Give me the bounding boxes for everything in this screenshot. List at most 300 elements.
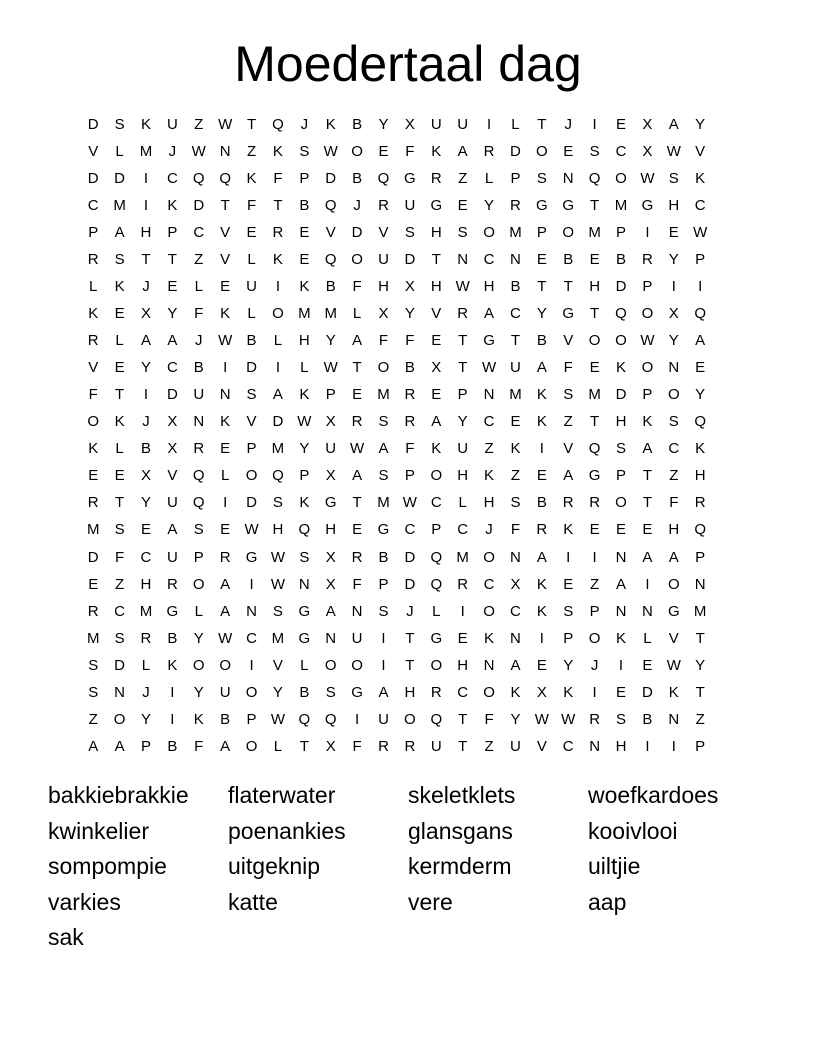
grid-letter: A	[668, 548, 679, 566]
grid-letter: P	[431, 521, 442, 539]
grid-letter: T	[115, 494, 125, 512]
word-list-item: kwinkelier	[48, 817, 149, 844]
grid-letter: C	[615, 143, 627, 161]
grid-letter: B	[299, 683, 310, 701]
grid-letter: W	[481, 359, 497, 377]
grid-letter: Q	[694, 305, 707, 323]
grid-row	[80, 544, 740, 571]
grid-letter: A	[616, 575, 627, 593]
grid-letter: K	[114, 278, 125, 296]
grid-letter: F	[115, 548, 125, 566]
page-title: Moedertaal dag	[234, 36, 582, 92]
grid-letter: K	[193, 710, 204, 728]
grid-letter: K	[140, 116, 151, 134]
grid-letter: P	[616, 224, 627, 242]
grid-letter: A	[695, 332, 706, 350]
grid-letter: W	[270, 710, 286, 728]
grid-letter: J	[353, 197, 361, 215]
grid-letter: R	[483, 143, 495, 161]
grid-letter: Q	[219, 170, 231, 188]
grid-letter: A	[457, 143, 468, 161]
grid-letter: M	[588, 224, 601, 242]
grid-letter: E	[616, 683, 627, 701]
grid-letter: A	[220, 575, 231, 593]
grid-letter: F	[194, 737, 204, 755]
grid-letter: R	[87, 332, 99, 350]
grid-letter: Z	[484, 737, 494, 755]
grid-letter: C	[430, 494, 442, 512]
grid-letter: U	[510, 737, 521, 755]
grid-letter: E	[352, 521, 363, 539]
grid-row	[80, 354, 740, 381]
grid-letter: G	[588, 467, 601, 485]
grid-letter: Y	[325, 332, 336, 350]
grid-letter: L	[511, 116, 520, 134]
grid-letter: D	[87, 170, 99, 188]
grid-letter: L	[89, 278, 98, 296]
grid-letter: S	[536, 170, 547, 188]
grid-letter: R	[694, 494, 706, 512]
grid-letter: T	[590, 413, 600, 431]
grid-letter: Z	[194, 251, 204, 269]
grid-letter: K	[246, 170, 257, 188]
grid-letter: O	[377, 359, 390, 377]
grid-letter: Q	[298, 710, 311, 728]
grid-letter: Y	[457, 413, 468, 431]
grid-letter: P	[695, 251, 706, 269]
grid-letter: N	[457, 251, 469, 269]
grid-letter: Z	[246, 143, 257, 161]
grid-letter: N	[641, 602, 653, 620]
grid-letter: J	[590, 656, 599, 674]
grid-letter: H	[589, 278, 601, 296]
grid-letter: Q	[298, 521, 311, 539]
grid-letter: Y	[695, 656, 706, 674]
grid-letter: C	[114, 602, 125, 620]
grid-letter: N	[562, 170, 574, 188]
grid-letter: I	[592, 116, 597, 134]
grid-letter: Z	[563, 413, 573, 431]
grid-letter: Y	[299, 440, 310, 458]
grid-letter: T	[405, 629, 415, 647]
grid-letter: L	[247, 251, 256, 269]
grid-letter: M	[509, 224, 522, 242]
grid-letter: T	[537, 278, 547, 296]
grid-letter: R	[589, 710, 601, 728]
grid-letter: V	[378, 224, 389, 242]
grid-letter: Q	[430, 548, 443, 566]
grid-letter: A	[220, 602, 231, 620]
grid-letter: K	[299, 278, 310, 296]
grid-letter: T	[590, 197, 600, 215]
grid-letter: S	[589, 143, 600, 161]
grid-letter: W	[218, 116, 233, 134]
grid-letter: K	[695, 440, 706, 458]
grid-letter: B	[404, 359, 415, 377]
grid-letter: E	[616, 521, 627, 539]
grid-letter: A	[167, 521, 178, 539]
grid-letter: Q	[192, 494, 205, 512]
grid-letter: V	[431, 305, 442, 323]
grid-letter: S	[114, 629, 125, 647]
grid-letter: D	[114, 170, 125, 188]
grid-letter: H	[378, 278, 389, 296]
grid-row	[80, 679, 740, 706]
grid-letter: B	[510, 278, 521, 296]
grid-letter: P	[246, 440, 257, 458]
grid-row	[80, 733, 740, 760]
grid-letter: J	[142, 683, 150, 701]
grid-letter: P	[695, 548, 706, 566]
grid-letter: O	[536, 143, 548, 161]
grid-letter: Y	[668, 251, 679, 269]
grid-letter: L	[273, 737, 283, 755]
grid-letter: J	[195, 332, 203, 350]
grid-letter: Q	[377, 170, 390, 188]
grid-letter: S	[563, 386, 574, 404]
grid-letter: G	[324, 494, 337, 512]
grid-letter: H	[668, 521, 680, 539]
grid-letter: I	[645, 575, 650, 593]
grid-letter: I	[223, 359, 228, 377]
grid-letter: P	[299, 467, 310, 485]
grid-letter: E	[220, 521, 231, 539]
grid-letter: B	[642, 710, 653, 728]
grid-letter: R	[404, 386, 416, 404]
grid-letter: A	[352, 332, 363, 350]
grid-letter: N	[193, 413, 205, 431]
grid-letter: D	[615, 386, 627, 404]
grid-letter: C	[457, 521, 469, 539]
grid-letter: T	[695, 629, 705, 647]
grid-row	[80, 462, 740, 489]
grid-letter: S	[299, 143, 310, 161]
grid-letter: P	[695, 737, 706, 755]
grid-letter: I	[223, 494, 228, 512]
grid-letter: P	[325, 386, 336, 404]
grid-letter: M	[86, 521, 100, 539]
grid-letter: U	[510, 359, 521, 377]
grid-letter: F	[352, 575, 362, 593]
grid-letter: B	[563, 251, 574, 269]
word-list-item: bakkiebrakkie	[48, 782, 189, 808]
grid-letter: V	[563, 332, 574, 350]
grid-letter: O	[483, 602, 495, 620]
grid-letter: R	[378, 737, 389, 755]
grid-letter: K	[167, 656, 178, 674]
grid-letter: E	[589, 521, 600, 539]
grid-letter: E	[616, 116, 627, 134]
grid-letter: W	[561, 710, 576, 728]
grid-letter: P	[193, 548, 204, 566]
grid-letter: A	[484, 305, 495, 323]
grid-letter: F	[352, 278, 362, 296]
grid-letter: N	[325, 629, 337, 647]
grid-letter: O	[245, 683, 258, 701]
grid-letter: V	[246, 413, 257, 431]
grid-letter: M	[377, 386, 390, 404]
grid-letter: C	[483, 575, 495, 593]
grid-letter: P	[536, 224, 547, 242]
grid-letter: K	[431, 143, 442, 161]
grid-letter: Y	[272, 683, 283, 701]
grid-letter: I	[592, 548, 597, 566]
grid-letter: U	[457, 440, 469, 458]
grid-letter: D	[404, 575, 416, 593]
grid-letter: P	[167, 224, 178, 242]
grid-letter: R	[562, 494, 574, 512]
grid-letter: T	[115, 386, 125, 404]
grid-letter: A	[510, 656, 521, 674]
grid-letter: I	[381, 629, 386, 647]
grid-letter: U	[246, 278, 257, 296]
grid-letter: B	[140, 440, 151, 458]
grid-letter: P	[616, 467, 627, 485]
grid-letter: K	[563, 683, 574, 701]
grid-letter: C	[483, 413, 495, 431]
grid-letter: A	[140, 332, 151, 350]
grid-letter: D	[114, 656, 125, 674]
grid-letter: K	[88, 440, 99, 458]
grid-letter: R	[378, 197, 389, 215]
grid-letter: O	[351, 251, 363, 269]
grid-letter: Z	[458, 170, 468, 188]
grid-letter: X	[140, 305, 151, 323]
grid-letter: V	[220, 251, 231, 269]
grid-letter: B	[536, 494, 547, 512]
grid-letter: S	[378, 413, 389, 431]
grid-letter: G	[562, 197, 575, 215]
grid-letter: Y	[510, 710, 521, 728]
grid-letter: W	[218, 629, 233, 647]
grid-letter: C	[246, 629, 257, 647]
grid-letter: S	[272, 494, 283, 512]
grid-letter: G	[562, 305, 575, 323]
grid-letter: L	[115, 440, 124, 458]
grid-letter: I	[143, 170, 149, 188]
grid-letter: U	[219, 683, 231, 701]
grid-letter: K	[299, 494, 310, 512]
grid-letter: O	[351, 656, 363, 674]
grid-letter: W	[666, 143, 681, 161]
word-list-item: katte	[228, 888, 278, 915]
grid-letter: U	[404, 197, 416, 215]
grid-letter: O	[272, 305, 284, 323]
grid-letter: I	[355, 710, 360, 728]
grid-letter: Y	[695, 386, 706, 404]
word-list-item: vere	[408, 888, 453, 915]
grid-letter: F	[405, 143, 415, 161]
grid-letter: K	[272, 143, 283, 161]
grid-letter: E	[589, 359, 600, 377]
grid-letter: S	[325, 683, 336, 701]
grid-letter: X	[404, 278, 415, 296]
grid-letter: O	[245, 737, 258, 755]
grid-letter: K	[536, 575, 547, 593]
grid-letter: B	[167, 737, 178, 755]
grid-letter: T	[299, 737, 309, 755]
grid-letter: J	[406, 602, 414, 620]
grid-letter: V	[88, 359, 99, 377]
grid-letter: J	[300, 116, 309, 134]
grid-letter: O	[351, 143, 363, 161]
grid-letter: P	[457, 386, 468, 404]
grid-letter: M	[693, 602, 707, 620]
grid-letter: C	[140, 548, 152, 566]
grid-letter: K	[510, 440, 521, 458]
grid-letter: K	[220, 413, 231, 431]
grid-letter: E	[457, 197, 468, 215]
grid-letter: E	[536, 656, 547, 674]
grid-letter: A	[563, 467, 574, 485]
grid-letter: O	[324, 656, 337, 674]
grid-letter: B	[378, 548, 389, 566]
grid-letter: W	[640, 170, 655, 188]
grid-letter: B	[167, 629, 178, 647]
grid-letter: T	[642, 467, 652, 485]
word-list-item: varkies	[48, 888, 121, 915]
grid-letter: D	[272, 413, 284, 431]
grid-letter: X	[325, 737, 336, 755]
word-list-item: sak	[48, 924, 84, 951]
grid-letter: S	[272, 602, 283, 620]
grid-letter: O	[483, 683, 495, 701]
grid-letter: I	[381, 656, 386, 674]
grid-letter: E	[114, 467, 125, 485]
grid-letter: U	[166, 116, 178, 134]
grid-letter: A	[325, 602, 336, 620]
grid-letter: P	[563, 629, 574, 647]
grid-letter: I	[645, 737, 650, 755]
grid-letter: D	[404, 251, 416, 269]
grid-letter: L	[484, 170, 494, 188]
grid-letter: L	[458, 494, 467, 512]
grid-letter: A	[642, 440, 653, 458]
grid-letter: I	[592, 683, 597, 701]
grid-row	[80, 192, 740, 219]
grid-letter: G	[667, 602, 680, 620]
grid-letter: G	[298, 602, 311, 620]
grid-letter: Z	[695, 710, 705, 728]
grid-letter: L	[352, 305, 362, 323]
grid-letter: X	[431, 359, 442, 377]
grid-letter: H	[483, 278, 495, 296]
grid-letter: I	[460, 602, 465, 620]
grid-letter: G	[430, 197, 443, 215]
grid-letter: E	[299, 251, 310, 269]
grid-letter: Q	[588, 440, 601, 458]
grid-letter: J	[168, 143, 177, 161]
grid-letter: Q	[192, 170, 205, 188]
grid-letter: E	[695, 359, 706, 377]
grid-letter: C	[694, 197, 706, 215]
grid-letter: U	[430, 737, 442, 755]
grid-letter: D	[615, 278, 627, 296]
grid-letter: F	[88, 386, 98, 404]
grid-letter: B	[536, 332, 547, 350]
grid-letter: K	[536, 413, 547, 431]
grid-letter: R	[272, 224, 284, 242]
grid-letter: X	[167, 413, 178, 431]
grid-letter: S	[88, 683, 99, 701]
grid-letter: H	[140, 224, 152, 242]
grid-letter: L	[300, 656, 309, 674]
grid-letter: D	[246, 494, 257, 512]
grid-letter: C	[457, 683, 469, 701]
grid-letter: Q	[324, 710, 337, 728]
grid-letter: F	[405, 440, 415, 458]
grid-row	[80, 246, 740, 273]
grid-letter: O	[641, 305, 654, 323]
grid-letter: J	[564, 116, 572, 134]
grid-letter: E	[431, 332, 442, 350]
grid-letter: F	[246, 197, 257, 215]
grid-letter: A	[272, 386, 283, 404]
grid-letter: M	[377, 494, 390, 512]
grid-letter: T	[167, 251, 177, 269]
grid-letter: Q	[324, 251, 337, 269]
grid-letter: Q	[324, 197, 337, 215]
grid-letter: E	[114, 359, 125, 377]
grid-letter: E	[167, 278, 178, 296]
grid-letter: G	[298, 629, 311, 647]
grid-letter: E	[378, 143, 389, 161]
grid-letter: P	[589, 602, 600, 620]
grid-letter: U	[378, 710, 389, 728]
grid-letter: Q	[430, 575, 443, 593]
grid-letter: N	[510, 629, 521, 647]
grid-letter: L	[115, 332, 124, 350]
grid-letter: I	[539, 629, 544, 647]
grid-letter: H	[430, 224, 442, 242]
grid-letter: E	[88, 575, 99, 593]
grid-letter: A	[352, 467, 363, 485]
grid-letter: S	[563, 602, 574, 620]
grid-letter: K	[616, 359, 627, 377]
grid-letter: W	[244, 521, 259, 539]
grid-letter: Y	[140, 494, 151, 512]
grid-letter: H	[404, 683, 416, 701]
grid-letter: O	[430, 467, 443, 485]
grid-letter: S	[510, 494, 521, 512]
grid-letter: X	[642, 143, 653, 161]
grid-letter: E	[88, 467, 99, 485]
grid-letter: Y	[378, 116, 389, 134]
grid-letter: T	[458, 359, 468, 377]
grid-letter: A	[88, 737, 99, 755]
grid-letter: N	[246, 602, 257, 620]
grid-letter: T	[458, 332, 468, 350]
grid-letter: L	[220, 467, 230, 485]
grid-letter: G	[430, 629, 443, 647]
grid-letter: U	[193, 386, 205, 404]
grid-letter: M	[86, 629, 100, 647]
grid-letter: G	[641, 197, 654, 215]
grid-letter: O	[667, 575, 680, 593]
grid-letter: I	[698, 278, 703, 296]
word-list-item: skeletklets	[408, 782, 516, 808]
grid-letter: R	[536, 521, 548, 539]
grid-letter: Y	[563, 656, 574, 674]
grid-letter: E	[299, 224, 310, 242]
grid-letter: K	[563, 521, 574, 539]
word-list-item: kooivlooi	[588, 817, 678, 844]
grid-letter: P	[378, 575, 389, 593]
grid-letter: K	[642, 413, 653, 431]
grid-letter: W	[323, 143, 338, 161]
grid-letter: R	[430, 170, 442, 188]
grid-letter: F	[273, 170, 283, 188]
